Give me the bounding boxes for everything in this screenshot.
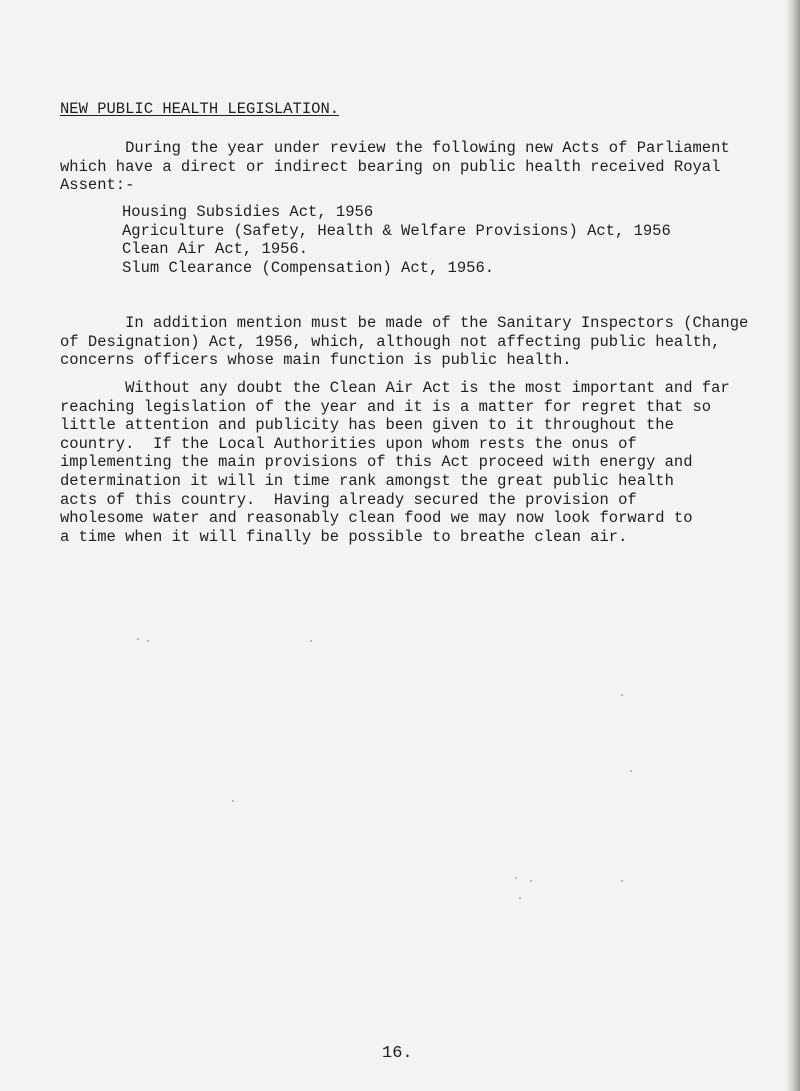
text-line: reaching legislation of the year and it is a matter for regret that so	[60, 397, 712, 416]
act-item: Slum Clearance (Compensation) Act, 1956.	[122, 258, 495, 277]
acts-list	[122, 203, 671, 277]
scan-speck	[147, 640, 149, 642]
scan-speck	[630, 770, 632, 772]
sanitary-inspectors-paragraph	[60, 314, 770, 370]
scan-speck	[519, 897, 521, 899]
text-line: During the year under review the following new Acts of Parliament	[60, 139, 730, 157]
scan-speck	[621, 880, 623, 882]
page-heading: NEW PUBLIC HEALTH LEGISLATION.	[60, 100, 340, 118]
text-line: implementing the main provisions of this Act proceed with energy and	[60, 453, 693, 472]
scan-speck	[137, 638, 139, 640]
scan-speck	[232, 800, 234, 802]
text-line: determination it will in time rank amongst the great public health	[60, 471, 674, 490]
text-line: In addition mention must be made of the Sanitary Inspectors (Change	[60, 314, 749, 332]
scan-speck	[621, 694, 623, 696]
act-item: Agriculture (Safety, Health & Welfare Provisions) Act, 1956	[122, 221, 671, 240]
text-line: wholesome water and reasonably clean food we may now look forward to	[60, 509, 693, 528]
text-line: concerns officers whose main function is public health.	[60, 351, 572, 370]
text-line: Assent:-	[60, 176, 135, 195]
text-line: little attention and publicity has been given to it throughout the	[60, 416, 674, 435]
text-line: of Designation) Act, 1956, which, although not affecting public health,	[60, 332, 721, 351]
text-line: acts of this country. Having already secured the provision of	[60, 490, 637, 509]
text-line: a time when it will finally be possible to breathe clean air.	[60, 527, 628, 546]
scan-speck	[310, 640, 312, 642]
text-line: country. If the Local Authorities upon whom rests the onus of	[60, 434, 637, 453]
scan-speck	[530, 880, 532, 882]
text-line: which have a direct or indirect bearing on public health received Royal	[60, 157, 721, 176]
act-item: Clean Air Act, 1956.	[122, 240, 309, 259]
act-item: Housing Subsidies Act, 1956	[122, 203, 374, 221]
scan-edge-shadow	[786, 0, 800, 1091]
intro-paragraph	[60, 139, 770, 195]
text-line: Without any doubt the Clean Air Act is the most important and far	[60, 379, 730, 397]
page-number: 16.	[382, 1044, 413, 1063]
clean-air-paragraph	[60, 379, 770, 546]
scan-speck	[515, 877, 517, 879]
